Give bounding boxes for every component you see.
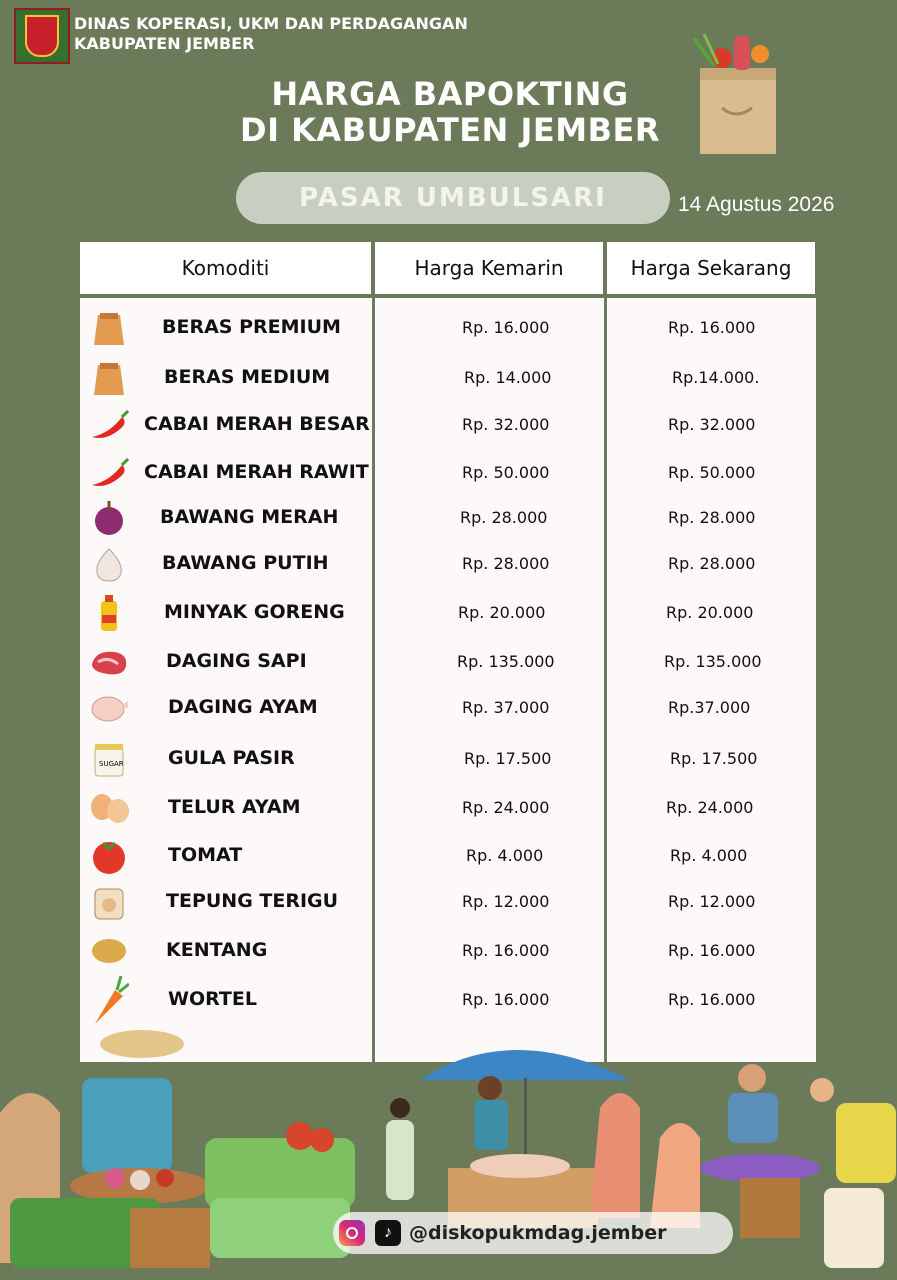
- price-today: Rp. 12.000: [668, 892, 756, 911]
- potato-icon: [88, 931, 130, 971]
- page-title: [160, 76, 740, 148]
- price-yesterday: Rp. 28.000: [460, 508, 548, 527]
- table-row: [82, 834, 816, 878]
- table-row: [82, 356, 816, 400]
- table-row: [82, 496, 816, 540]
- price-yesterday: Rp. 4.000: [466, 846, 544, 865]
- price-today: Rp. 50.000: [668, 463, 756, 482]
- commodity-name: GULA PASIR: [168, 747, 295, 769]
- price-today: Rp.37.000: [668, 698, 751, 717]
- svg-text:SUGAR: SUGAR: [99, 760, 124, 768]
- price-today: Rp. 17.500: [670, 749, 758, 768]
- commodity-name: DAGING AYAM: [168, 696, 318, 718]
- shallot-icon: [88, 498, 130, 538]
- commodity-name: TEPUNG TERIGU: [166, 890, 339, 912]
- table-row: [82, 306, 816, 350]
- table-row: [82, 640, 816, 684]
- commodity-name: CABAI MERAH BESAR: [144, 413, 370, 435]
- commodity-name: TOMAT: [168, 844, 243, 866]
- table-row: [82, 686, 816, 730]
- table-row: [82, 978, 816, 1022]
- commodity-name: BERAS PREMIUM: [162, 316, 341, 338]
- egg-icon: [88, 788, 130, 828]
- price-yesterday: Rp. 12.000: [462, 892, 550, 911]
- header-harga-sekarang: Harga Sekarang: [607, 242, 815, 294]
- oil-bottle-icon: [88, 593, 130, 633]
- government-logo: [14, 8, 70, 64]
- title-line-2: DI KABUPATEN JEMBER: [240, 111, 660, 149]
- price-today: Rp. 16.000: [668, 941, 756, 960]
- price-yesterday: Rp. 24.000: [462, 798, 550, 817]
- org-line-1: DINAS KOPERASI, UKM DAN PERDAGANGAN: [74, 14, 468, 33]
- chili-icon: [88, 453, 130, 493]
- grocery-bag-icon: [682, 28, 792, 156]
- price-today: Rp. 16.000: [668, 318, 756, 337]
- tiktok-icon[interactable]: ♪: [375, 1220, 401, 1246]
- price-today: Rp. 28.000: [668, 554, 756, 573]
- table-row: [82, 451, 816, 495]
- report-date: 14 Agustus 2026: [678, 193, 835, 216]
- commodity-name: TELUR AYAM: [168, 796, 301, 818]
- commodity-name: CABAI MERAH RAWIT: [144, 461, 369, 483]
- instagram-icon[interactable]: [339, 1220, 365, 1246]
- header-komoditi: Komoditi: [80, 242, 371, 294]
- organization-name: [74, 14, 468, 54]
- org-line-2: KABUPATEN JEMBER: [74, 34, 255, 53]
- price-today: Rp. 135.000: [664, 652, 762, 671]
- price-today: Rp. 16.000: [668, 990, 756, 1009]
- sugar-icon: [88, 739, 130, 779]
- price-yesterday: Rp. 20.000: [458, 603, 546, 622]
- beef-icon: [88, 642, 130, 682]
- table-row: [82, 591, 816, 635]
- commodity-name: BAWANG PUTIH: [162, 552, 329, 574]
- price-yesterday: Rp. 32.000: [462, 415, 550, 434]
- price-today: Rp. 20.000: [666, 603, 754, 622]
- title-line-1: HARGA BAPOKTING: [271, 75, 629, 113]
- table-row: [82, 737, 816, 781]
- price-yesterday: Rp. 16.000: [462, 318, 550, 337]
- rice-sack-icon: [88, 308, 130, 348]
- garlic-icon: [88, 544, 130, 584]
- chili-icon: [88, 405, 130, 445]
- table-row: [82, 403, 816, 447]
- commodity-name: MINYAK GORENG: [164, 601, 345, 623]
- flour-icon: [88, 882, 130, 922]
- social-media-bar: [333, 1212, 733, 1254]
- price-yesterday: Rp. 50.000: [462, 463, 550, 482]
- commodity-name: BAWANG MERAH: [160, 506, 339, 528]
- price-yesterday: Rp. 28.000: [462, 554, 550, 573]
- price-today: Rp.14.000.: [672, 368, 760, 387]
- table-row: [82, 880, 816, 924]
- table-row: [82, 929, 816, 973]
- price-yesterday: Rp. 17.500: [464, 749, 552, 768]
- chicken-icon: [88, 688, 130, 728]
- price-today: Rp. 28.000: [668, 508, 756, 527]
- commodity-name: DAGING SAPI: [166, 650, 307, 672]
- commodity-name: KENTANG: [166, 939, 268, 961]
- commodity-name: WORTEL: [168, 988, 257, 1010]
- price-today: Rp. 32.000: [668, 415, 756, 434]
- price-today: Rp. 4.000: [670, 846, 748, 865]
- price-yesterday: Rp. 16.000: [462, 941, 550, 960]
- price-today: Rp. 24.000: [666, 798, 754, 817]
- header-harga-kemarin: Harga Kemarin: [375, 242, 603, 294]
- price-yesterday: Rp. 135.000: [457, 652, 555, 671]
- market-name-pill: [236, 172, 670, 224]
- price-yesterday: Rp. 14.000: [464, 368, 552, 387]
- table-row: [82, 786, 816, 830]
- market-name: PASAR UMBULSARI: [299, 183, 607, 213]
- price-yesterday: Rp. 37.000: [462, 698, 550, 717]
- rice-sack-icon: [88, 358, 130, 398]
- tomato-icon: [88, 836, 130, 876]
- commodity-name: BERAS MEDIUM: [164, 366, 331, 388]
- price-yesterday: Rp. 16.000: [462, 990, 550, 1009]
- social-handle[interactable]: @diskopukmdag.jember: [409, 1222, 667, 1244]
- table-row: [82, 542, 816, 586]
